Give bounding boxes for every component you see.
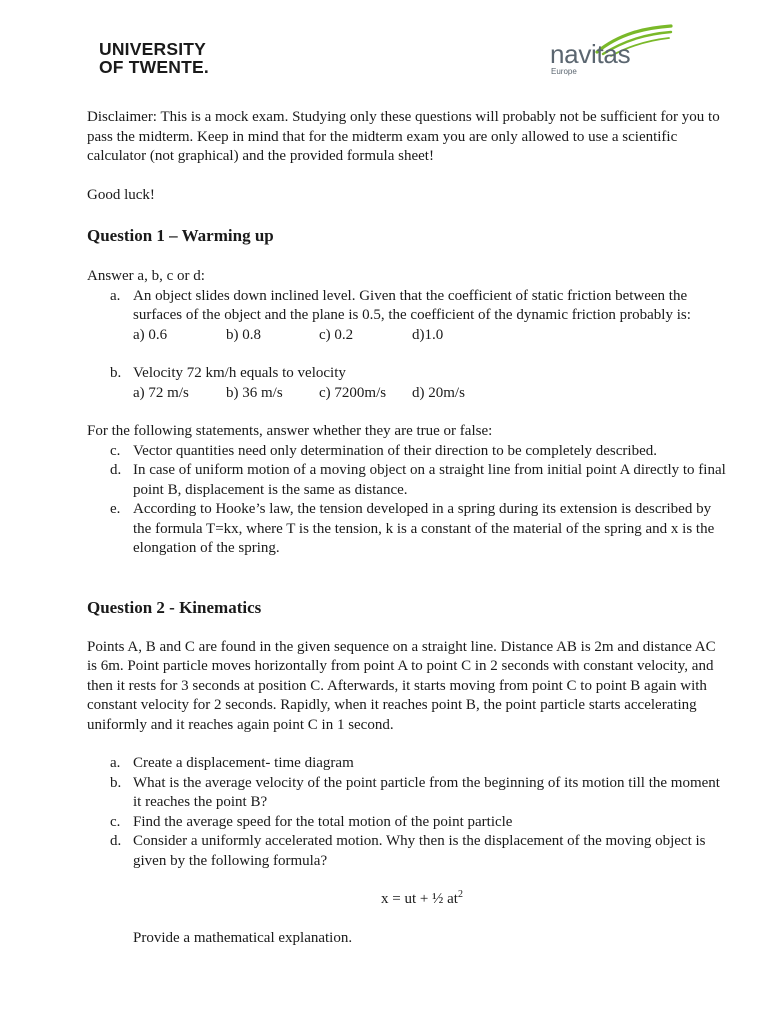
q2-item-a-letter: a. [110, 755, 121, 771]
exam-content [87, 108, 727, 948]
q1-item-a-options [87, 326, 727, 346]
q1-item-a-letter: a. [110, 287, 121, 304]
q1-item-c [87, 442, 727, 462]
q2-closing: Provide a mathematical explanation. [133, 929, 353, 946]
question-2-title: Question 2 - Kinematics [87, 597, 262, 617]
q1-item-e-text: According to Hooke’s law, the tension developed in a spring during its extension is described by the formula T=kx, where T is the tension, k is a constant of the material of the spring and x is the elongation of the spring. [133, 501, 715, 556]
q1-a-option-d: d)1.0 [412, 326, 444, 343]
formula-main: x = ut + ½ at [381, 891, 458, 907]
page-header [0, 0, 768, 90]
disclaimer: Disclaimer: This is a mock exam. Studying only these questions will probably not be sufficient for you to pass the midterm. Keep in mind that for the midterm exam you are only allowed to use a scientific calculator (not graphical) and the provided formula sheet! [87, 109, 720, 164]
q2-item-d [87, 832, 727, 871]
q1-item-b-text: Velocity 72 km/h equals to velocity [133, 365, 346, 381]
q1-item-b-letter: b. [110, 365, 122, 381]
q1-true-false-intro: For the following statements, answer whether they are true or false: [87, 423, 493, 439]
navitas-europe-label: Europe [551, 67, 577, 76]
kinematics-formula [87, 890, 727, 910]
q1-b-option-c: c) 7200m/s [319, 384, 387, 401]
q1-item-d-letter: d. [110, 462, 122, 478]
q1-b-option-d: d) 20m/s [412, 384, 465, 401]
q1-a-option-b: b) 0.8 [226, 326, 261, 343]
formula-exponent: 2 [457, 889, 463, 900]
q1-item-c-letter: c. [110, 442, 121, 459]
q1-b-option-b: b) 36 m/s [226, 384, 283, 401]
q1-item-a [87, 287, 727, 326]
good-luck: Good luck! [87, 186, 155, 203]
q2-intro: Points A, B and C are found in the given sequence on a straight line. Distance AB is 2m and distance AC is 6m. Point particle moves horizontally from point A to point C in 2 seconds with constant velocity, and then it rests for 3 seconds at position C. Afterwards, it starts moving from point C to point B again with constant velocity for 2 seconds. Rapidly, when it reaches point B, the point particle starts accelerating uniformly and it reaches again point C in 1 second. [87, 638, 716, 733]
ut-logo-line1: UNIVERSITY [99, 39, 207, 59]
q1-item-a-text: An object slides down inclined level. Given that the coefficient of static friction between the surfaces of the object and the plane is 0.5, the coefficient of the dynamic friction probably is: [133, 287, 691, 323]
q1-item-e-letter: e. [110, 501, 121, 517]
q1-item-d [87, 461, 727, 500]
q2-item-b-letter: b. [110, 774, 122, 791]
q2-item-d-letter: d. [110, 833, 122, 849]
q1-item-c-text: Vector quantities need only determination of their direction to be completely described. [133, 442, 657, 459]
q1-a-option-a: a) 0.6 [133, 326, 168, 343]
q1-item-e [87, 500, 727, 559]
q1-b-option-a: a) 72 m/s [133, 384, 189, 401]
q1-intro: Answer a, b, c or d: [87, 268, 205, 284]
q2-item-c-text: Find the average speed for the total motion of the point particle [133, 813, 513, 830]
ut-logo-line2: OF TWENTE. [99, 57, 209, 77]
navitas-logo [549, 22, 674, 77]
q1-item-b-options [87, 384, 727, 404]
q2-item-b [87, 774, 727, 813]
q2-item-c [87, 813, 727, 833]
q2-item-b-text: What is the average velocity of the point particle from the beginning of its motion till the moment it reaches the point B? [133, 774, 720, 810]
q1-a-option-c: c) 0.2 [319, 326, 354, 343]
q2-item-a-text: Create a displacement- time diagram [133, 755, 354, 771]
q1-item-d-text: In case of uniform motion of a moving object on a straight line from initial point A directly to final point B, displacement is the same as distance. [133, 462, 726, 498]
q2-item-a [87, 754, 727, 774]
university-of-twente-logo [99, 40, 209, 76]
navitas-wordmark: navitas [550, 39, 631, 69]
q1-item-b [87, 364, 727, 384]
q2-item-d-text: Consider a uniformly accelerated motion. Why then is the displacement of the moving object is given by the following formula? [133, 833, 706, 869]
question-1-title: Question 1 – Warming up [87, 226, 274, 245]
q2-item-c-letter: c. [110, 813, 121, 830]
